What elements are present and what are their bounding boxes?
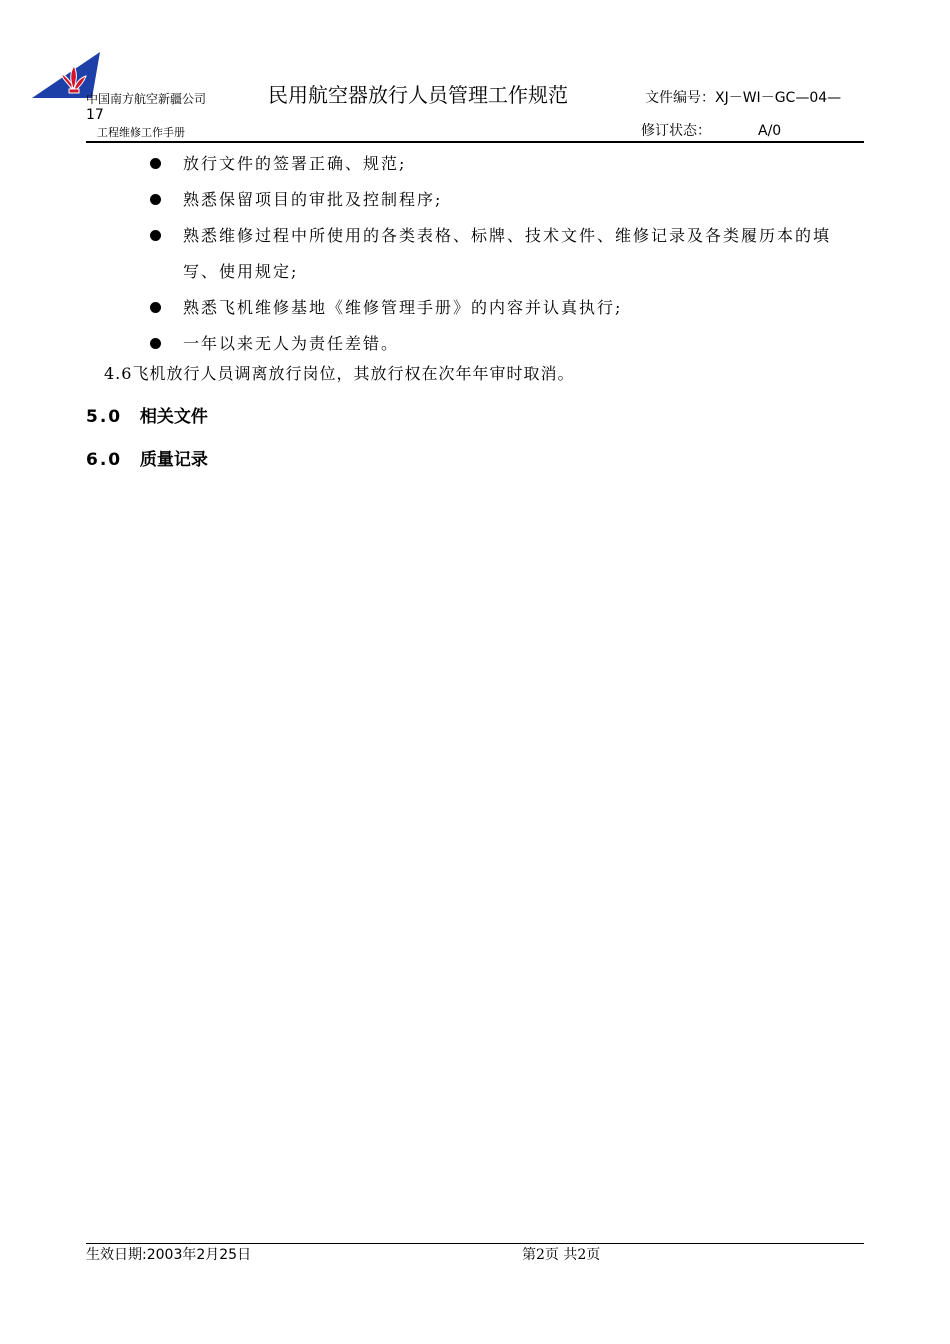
list-item	[148, 146, 864, 182]
document-number: 文件编号：XJ－WI－GC—04—	[645, 90, 842, 106]
revision-status-label: 修订状态：	[641, 123, 711, 139]
requirements-list	[148, 146, 864, 362]
paragraph-4-6: 4.6飞机放行人员调离放行岗位，其放行权在次年年审时取消。	[104, 364, 575, 383]
effective-date: 生效日期:2003年2月25日	[86, 1247, 252, 1263]
company-name: 中国南方航空新疆公司	[86, 92, 207, 106]
section-heading-5	[86, 405, 208, 429]
list-item-text: 放行文件的签署正确、规范;	[183, 154, 407, 173]
list-item	[148, 290, 864, 326]
list-item-text: 熟悉维修过程中所使用的各类表格、标牌、技术文件、维修记录及各类履历本的填写、使用规定;	[183, 226, 832, 281]
section-number: 5.0	[86, 407, 123, 427]
page-number: 第2页 共2页	[522, 1247, 601, 1263]
document-title: 民用航空器放行人员管理工作规范	[268, 83, 568, 107]
list-item	[148, 182, 864, 218]
list-item-text: 熟悉保留项目的审批及控制程序;	[183, 190, 443, 209]
bullet-icon	[150, 158, 161, 169]
bullet-icon	[150, 230, 161, 241]
list-item-text: 熟悉飞机维修基地《维修管理手册》的内容并认真执行;	[183, 298, 623, 317]
document-number-continuation: 17	[86, 107, 104, 123]
list-item	[148, 218, 864, 290]
section-title: 质量记录	[139, 450, 208, 470]
header-divider	[86, 141, 864, 143]
bullet-icon	[150, 194, 161, 205]
list-item	[148, 326, 864, 362]
section-title: 相关文件	[139, 407, 208, 427]
list-item-text: 一年以来无人为责任差错。	[183, 334, 400, 353]
bullet-icon	[150, 338, 161, 349]
bullet-icon	[150, 302, 161, 313]
section-number: 6.0	[86, 450, 123, 470]
manual-name: 工程维修工作手册	[97, 126, 185, 139]
section-heading-6	[86, 448, 208, 472]
revision-status-value: A/0	[758, 123, 782, 139]
footer-divider	[86, 1243, 864, 1244]
